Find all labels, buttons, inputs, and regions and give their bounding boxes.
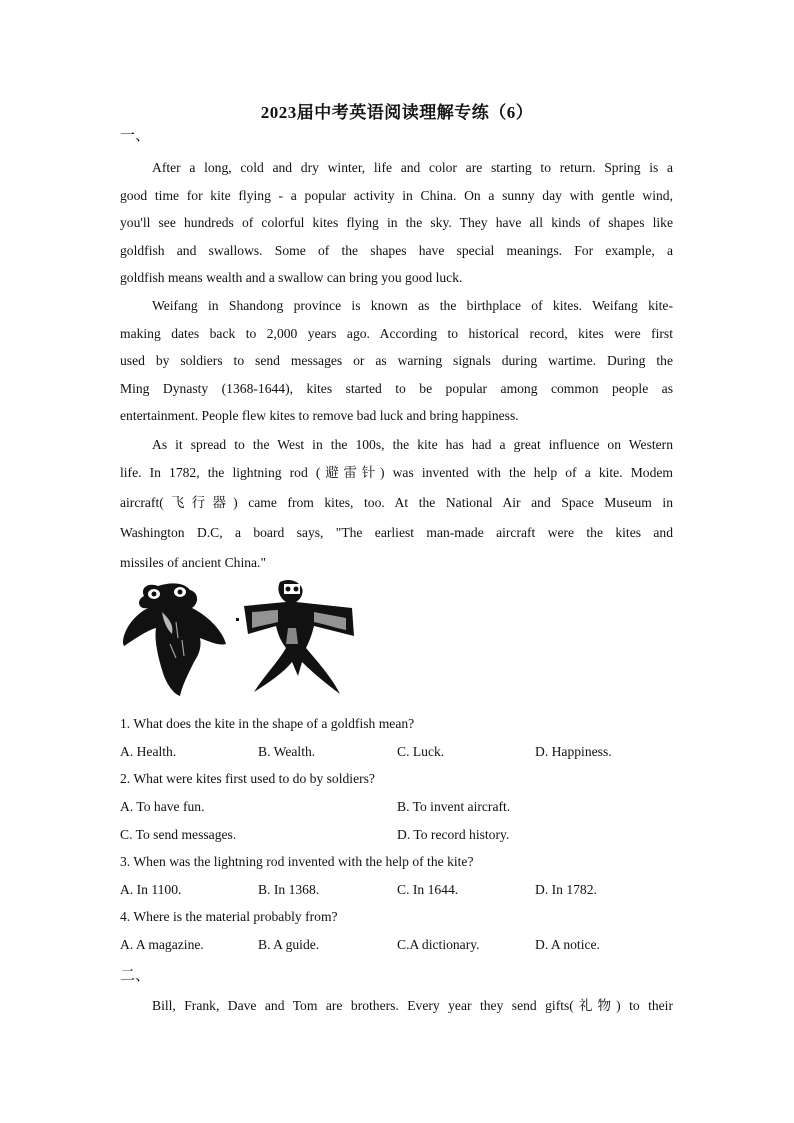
paragraph-line: After a long, cold and dry winter, life and color are starting to return. Spring is a (152, 160, 673, 175)
paragraph-1-body (120, 182, 673, 292)
option-3a[interactable]: A. In 1100. (120, 882, 182, 897)
document-title: 2023届中考英语阅读理解专练（6） (260, 103, 534, 122)
paragraph-2 (120, 292, 673, 320)
option-3b[interactable]: B. In 1368. (258, 882, 320, 897)
paragraph-line: Ming Dynasty (1368-1644), kites started to be popular among common people as (120, 380, 673, 396)
paragraph-3-body (120, 458, 673, 578)
option-2a[interactable]: A. To have fun. (120, 799, 205, 814)
swallow-kite-icon (236, 580, 354, 694)
paragraph-line: Weifang in Shandong province is known as the birthplace of kites. Weifang kite- (152, 298, 673, 313)
option-4a[interactable]: A. A magazine. (120, 937, 204, 952)
option-3c[interactable]: C. In 1644. (397, 882, 459, 897)
paragraph-line: making dates back to 2,000 years ago. According to historical record, kites were first (120, 325, 673, 341)
option-4c[interactable]: C.A dictionary. (397, 937, 480, 952)
option-4b[interactable]: B. A guide. (258, 937, 320, 952)
option-1d[interactable]: D. Happiness. (535, 744, 612, 759)
section-1-mark: 一、 (120, 128, 151, 144)
question-3: 3. When was the lightning rod invented with the help of the kite? (120, 854, 474, 869)
question-1: 1. What does the kite in the shape of a goldfish mean? (120, 716, 415, 731)
option-4d[interactable]: D. A notice. (535, 937, 600, 952)
paragraph-line: aircraft(飞行器) came from kites, too. At the National Air and Space Museum in (120, 495, 673, 510)
paragraph-line: As it spread to the West in the 100s, the kite has had a great influence on Western (152, 437, 673, 452)
option-2b[interactable]: B. To invent aircraft. (397, 799, 511, 814)
option-1c[interactable]: C. Luck. (397, 744, 445, 759)
paragraph-line: Bill, Frank, Dave and Tom are brothers. Every year they send gifts(礼物) to their (152, 998, 673, 1013)
section-2-paragraph (120, 996, 673, 1016)
paragraph-line: used by soldiers to send messages or as warning signals during wartime. During the (120, 353, 673, 368)
option-1a[interactable]: A. Health. (120, 744, 177, 759)
paragraph-line: goldfish means wealth and a swallow can bring you good luck. (120, 270, 463, 285)
paragraph-line: you'll see hundreds of colorful kites flying in the sky. They have all kinds of shapes like (120, 215, 673, 230)
question-2: 2. What were kites first used to do by soldiers? (120, 771, 375, 786)
paragraph-3 (120, 430, 673, 459)
paragraph-1 (120, 154, 673, 182)
goldfish-kite-icon (123, 583, 226, 696)
paragraph-line: Washington D.C, a board says, "The earliest man-made aircraft were the kites and (120, 525, 673, 540)
option-3d[interactable]: D. In 1782. (535, 882, 597, 897)
option-1b[interactable]: B. Wealth. (258, 744, 316, 759)
paragraph-line: missiles of ancient China." (120, 555, 266, 570)
paragraph-line: goldfish and swallows. Some of the shapes have special meanings. For example, a (120, 242, 673, 258)
paragraph-2-body (120, 320, 673, 430)
section-2-mark: 二、 (120, 968, 151, 984)
option-2d[interactable]: D. To record history. (397, 827, 510, 842)
option-2c[interactable]: C. To send messages. (120, 827, 237, 842)
kite-illustration (118, 578, 358, 700)
paragraph-line: entertainment. People flew kites to remove bad luck and bring happiness. (120, 408, 519, 423)
question-4: 4. Where is the material probably from? (120, 909, 338, 924)
paragraph-line: good time for kite flying - a popular activity in China. On a sunny day with gentle wind, (120, 187, 673, 203)
paragraph-line: life. In 1782, the lightning rod (避雷针) was invented with the help of a kite. Modem (120, 465, 673, 480)
